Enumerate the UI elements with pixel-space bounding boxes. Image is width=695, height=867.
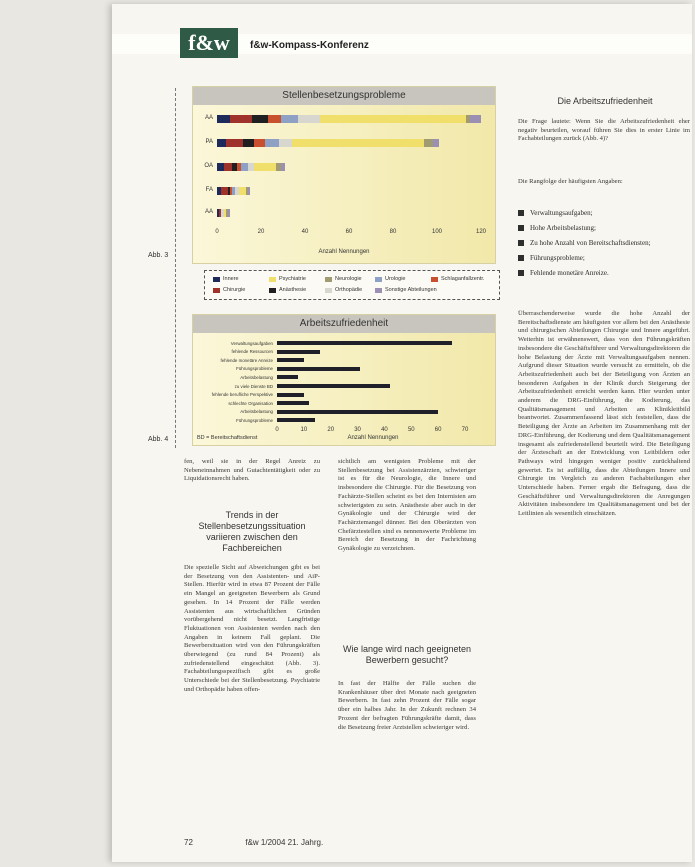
- right-column-title: Die Arbeitszufriedenheit: [557, 96, 653, 106]
- figure4-tick-label: 60: [434, 427, 442, 433]
- figure3-panel: [192, 86, 496, 264]
- figure4-bar: [277, 341, 452, 345]
- figure4-category-label: Arbeitsbelastung: [240, 409, 273, 415]
- page-number: 72: [184, 838, 193, 847]
- figure3-bar-segment: [241, 163, 248, 171]
- figure3-bar-segment: [228, 209, 230, 217]
- bullet-square-icon: [518, 240, 524, 246]
- figure4-tick-label: 0: [275, 427, 279, 433]
- figure3-tick-label: 20: [257, 229, 265, 235]
- figure4-bar: [277, 375, 298, 379]
- figure4-bar: [277, 410, 438, 414]
- right-column-body: Überraschenderweise wurde die hohe Anzahl der Bereitschaftsdienste am häufigsten vor allem bei den Anästhesie und chirurgischen Abteilungen Chirurgie und Innere angeführt. Weiterhin ist erwähnenswert, dass von den Führungskräften insbesondere die Geschäftsführer und Verwaltungsdirektoren die hohe Belastung der Ärzte mit Verwaltungsaufgaben nennen. Aufgrund dieser Situation wurde versucht zu ermitteln, ob die Arbeitszufriedenheit auch bei der Beteiligung von Ärzten an besonderen Aufgaben in der Klinik durch Steigerung der Arbeitszufriedenheit erreicht werden kann. Hier wurden unter anderem die DRG-Einführung, die Kodierung, das Qualitätsmanagement und Arbeiten am Klinikleitbild beantwortet. Zusammenfassend lässt sich feststellen, dass die Beteiligung der Ärzte an Arbeiten im Zusammenhang mit der DRG-Einführung, der Kodierung und dem Qualitätsmanagement insgesamt als zufriedenstellend beurteilt wird. Die Beteiligung der Ärzteschaft an der Entwicklung von Leitbildern oder Pathways wird hingegen weniger positiv zurückhaltend gewertet. Es ist auffällig, dass die Abteilungen Innere und Chirurgie im Vergleich zu anderen Fachabteilungen eher Unterschiede haben. Ferner ergab die Befragung, dass die Geschäftsführer und Verwaltungsdirektoren die Anregungen Aktivitäten insbesondere im Qualitätsmanagement und bei der Leitlinien als wesentlich einschätzen.: [518, 310, 690, 518]
- figure3-bar-segment: [254, 139, 265, 147]
- bullet-item: [518, 208, 690, 218]
- figure4-legend-note: BD = Bereitschaftsdienst: [197, 435, 258, 441]
- bullet-item: [518, 253, 690, 263]
- bullet-item: [518, 268, 690, 278]
- figure3-bar-segment: [279, 139, 292, 147]
- figure4-bar: [277, 350, 320, 354]
- figure4-bar: [277, 358, 304, 362]
- bullet-square-icon: [518, 225, 524, 231]
- col1-heading: Trends in der Stellenbesetzungssituation variieren zwischen den Fachbereichen: [198, 510, 306, 553]
- figure3-bar-segment: [252, 115, 267, 123]
- figure3-bar-segment: [281, 163, 285, 171]
- col2-top-text: sichtlich am wenigsten Probleme mit der Stellenbesetzung bei Assistenzärzten, schwieriger ist es für die Neurologie, die Innere und insbesondere die Chirurgie. Für die Besetzung von Fachärzte-Stellen scheint es bei den Internisten am schwierigsten zu sein. Anästhesie aber auch in der Gynäkologie und der Chirurgie wird der Fachärztemangel dünner. Bei den Oberärzten von Chefärztestellen sind es nennenswerte Probleme im Bereich der Besetzung in der Fachrichtung Gynäkologie zu verzeichnen.: [338, 458, 476, 553]
- right-column-intro: Die Frage lautete: Wenn Sie die Arbeitszufriedenheit eher negativ beurteilen, worauf führen Sie dies in erster Linie im Fachabteilungen zurück (Abb. 4)?: [518, 118, 690, 143]
- figure4-bar: [277, 401, 309, 405]
- figure3-bar-segment: [265, 139, 278, 147]
- footer: [184, 838, 323, 847]
- figure-divider: [175, 88, 176, 448]
- figure3-bar-row: [204, 115, 481, 123]
- figure3-bar-segment: [320, 115, 465, 123]
- figure4-caption: Abb. 4: [148, 436, 169, 443]
- figure4-tick-label: 10: [300, 427, 308, 433]
- figure3-bar-segment: [254, 163, 276, 171]
- figure3-row-label: PA: [205, 139, 213, 145]
- figure3-tick-label: 0: [215, 229, 219, 235]
- figure4-category-label: zu viele Dienste BD: [234, 383, 273, 389]
- legend-label: Anästhesie: [279, 287, 307, 293]
- figure3-bar-segment: [424, 139, 433, 147]
- bullet-text: Hohe Arbeitsbelastung;: [530, 224, 596, 232]
- legend-swatch: [375, 277, 382, 282]
- figure3-title: Stellenbesetzungsprobleme: [193, 87, 495, 105]
- bullet-square-icon: [518, 255, 524, 261]
- bullet-square-icon: [518, 270, 524, 276]
- bullet-text: Fehlende monetäre Anreize.: [530, 269, 609, 277]
- figure3-caption: Abb. 3: [148, 252, 169, 259]
- legend-swatch: [269, 277, 276, 282]
- magazine-page: [112, 4, 692, 862]
- legend-swatch: [325, 277, 332, 282]
- legend-swatch: [213, 277, 220, 282]
- figure3-bar-segment: [248, 163, 255, 171]
- figure3-tick-label: 60: [345, 229, 353, 235]
- figure3-bar-segment: [298, 115, 320, 123]
- legend-item: [375, 275, 405, 283]
- figure4-category-label: fehlende monetäre Anreize: [220, 357, 273, 363]
- figure3-bar-row: [205, 187, 481, 195]
- bullet-item: [518, 223, 690, 233]
- legend-item: [325, 275, 362, 283]
- bullet-item: [518, 238, 690, 248]
- figure3-bar-segment: [268, 115, 281, 123]
- figure3-bar-segment: [224, 163, 233, 171]
- figure4-title: Arbeitszufriedenheit: [193, 315, 495, 333]
- bullet-text: Verwaltungsaufgaben;: [530, 209, 593, 217]
- legend-label: Orthopädie: [335, 287, 363, 293]
- legend-item: [213, 275, 239, 283]
- figure-block: [148, 86, 504, 450]
- figure4-category-label: fehlende Ressourcen: [231, 349, 273, 355]
- figure3-bar-segment: [221, 187, 228, 195]
- col1-top-text: fen, weil sie in der Regel Anreiz zu Nebeneinnahmen und Gutachtentätigkeit oder zu Liquidationsrecht haben.: [184, 458, 320, 483]
- figure3-bar-segment: [433, 139, 440, 147]
- figure4-category-label: Verwaltungsaufgaben: [230, 340, 273, 346]
- figure3-row-label: OA: [204, 163, 213, 169]
- figure3-row-label: FA: [205, 187, 213, 193]
- figure4-category-label: fehlende berufliche Perspektive: [211, 392, 273, 398]
- legend-label: Chirurgie: [223, 287, 246, 293]
- bullet-square-icon: [518, 210, 524, 216]
- legend-item: [213, 286, 245, 294]
- legend-swatch: [269, 288, 276, 293]
- figure3-tick-label: 100: [431, 229, 443, 235]
- legend-item: [325, 286, 362, 294]
- figure3-bar-row: [204, 163, 481, 171]
- figure3-plot: [204, 111, 487, 237]
- figure4-category-label: Führungsprobleme: [236, 417, 273, 423]
- figure3-bar-segment: [470, 115, 481, 123]
- figure3-bar-row: [204, 209, 481, 217]
- figure3-tick-label: 40: [301, 229, 309, 235]
- legend-swatch: [431, 277, 438, 282]
- figure4-bar: [277, 418, 315, 422]
- legend-label: Neurologie: [335, 276, 362, 282]
- figure4-tick-label: 40: [381, 427, 388, 433]
- legend-item: [431, 275, 484, 283]
- figure3-row-label: AA: [204, 209, 213, 215]
- legend-label: Sonstige Abteilungen: [385, 287, 437, 293]
- figure4-plot: [211, 339, 469, 435]
- magazine-logo: f&w: [180, 28, 238, 58]
- legend-swatch: [375, 288, 382, 293]
- legend-swatch: [325, 288, 332, 293]
- bullet-text: Führungsprobleme;: [530, 254, 585, 262]
- section-kicker: f&w-Kompass-Konferenz: [250, 40, 369, 51]
- col1-body-text: Die spezielle Sicht auf Abweichungen gibt es bei der Besetzung von den Assistenten- und AiP-Stellen. Hierfür wird in etwa 87 Prozent der Fälle ein Mangel an geeigneten Bewerbern als Grund gesehen. In 14 Prozent der Fälle werden Assistenten aus wirtschaftlichen Gründen vorübergehend nicht besetzt. Langfristige Fluktuationen von Assistenten werden nach den Angaben in keinem Fall geplant. Die Bewerbersituation wird von den Führungskräften überwiegend (zu rund 84 Prozent) als zufriedenstellend eingeschätzt (Abb. 3). Fachabteilungsspezifisch gibt es große Unterschiede bei der Stellenbesetzung. Psychiatrie und Orthopädie haben offen-: [184, 564, 320, 693]
- figure3-bar-segment: [217, 115, 230, 123]
- figure4-panel: [192, 314, 496, 446]
- figure3-bar-row: [205, 139, 481, 147]
- journal-issue: f&w 1/2004 21. Jahrg.: [245, 838, 324, 847]
- bullet-text: Zu hohe Anzahl von Bereitschaftsdiensten;: [530, 239, 651, 247]
- figure3-bar-segment: [226, 139, 244, 147]
- figure4-bar: [277, 384, 390, 388]
- figure3-bar-segment: [292, 139, 424, 147]
- col2-body-text: In fast der Hälfte der Fälle suchen die Krankenhäuser über drei Monate nach geeigneten Bewerbern. In fast zehn Prozent der Fälle sogar über ein halbes Jahr. In der Zukunft rechnen 34 Prozent der befragten Führungskräfte damit, dass die Besetzung freier Arztstellen schwieriger wird.: [338, 680, 476, 731]
- figure4-bar: [277, 367, 360, 371]
- figure3-bar-segment: [239, 187, 246, 195]
- figure3-row-label: AA: [204, 115, 213, 121]
- figure4-category-label: schlechte Organisation: [228, 400, 273, 406]
- legend-item: [375, 286, 437, 294]
- legend-swatch: [213, 288, 220, 293]
- legend-label: Urologie: [385, 276, 406, 282]
- figure3-bar-segment: [217, 163, 224, 171]
- figure3-tick-label: 80: [389, 229, 397, 235]
- bullet-list: [518, 208, 690, 283]
- figure3-bar-segment: [248, 187, 250, 195]
- figure3-bar-segment: [230, 115, 252, 123]
- legend-label: Psychiatrie: [279, 276, 306, 282]
- legend-item: [269, 286, 306, 294]
- figure4-category-label: Führungsprobleme: [236, 366, 273, 372]
- figure3-bar-segment: [281, 115, 299, 123]
- legend-label: Schlaganfallzentr.: [441, 276, 485, 282]
- figure4-axis-label: Anzahl Nennungen: [347, 435, 399, 441]
- figure4-tick-label: 70: [461, 427, 469, 433]
- figure4-tick-label: 50: [407, 427, 415, 433]
- right-column-intro2: Die Rangfolge der häufigsten Angaben:: [518, 178, 623, 185]
- figure4-bar: [277, 393, 304, 397]
- figure3-bar-segment: [243, 139, 254, 147]
- legend-item: [269, 275, 306, 283]
- figure4-tick-label: 20: [327, 427, 335, 433]
- figure3-tick-label: 120: [475, 229, 487, 235]
- figure3-axis-label: Anzahl Nennungen: [318, 249, 370, 255]
- figure3-legend: [204, 270, 500, 300]
- figure4-category-label: Arbeitsbelastung: [240, 374, 273, 380]
- figure4-tick-label: 30: [354, 427, 361, 433]
- legend-label: Innere: [223, 276, 239, 282]
- col2-heading: Wie lange wird nach geeigneten Bewerbern gesucht?: [342, 644, 472, 665]
- figure3-bar-segment: [217, 139, 226, 147]
